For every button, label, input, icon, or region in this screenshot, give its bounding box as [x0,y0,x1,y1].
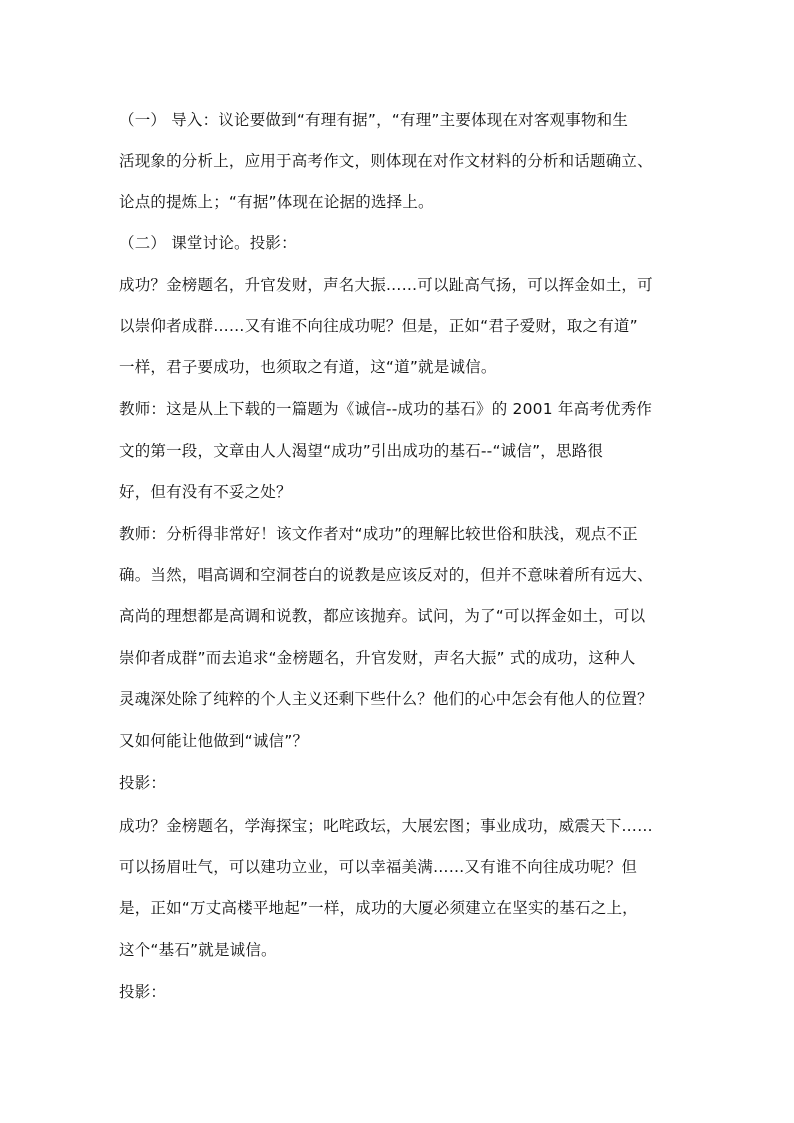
text-line: 崇仰者成群”而去追求“金榜题名，升官发财，声名大振” 式的成功，这种人 [119,649,636,667]
text-line: 教师：这是从上下载的一篇题为《诚信--成功的基石》的 2001 年高考优秀作 [119,400,653,418]
text-line: 是，正如“万丈高楼平地起”一样，成功的大厦必须建立在坚实的基石之上， [119,899,638,917]
text-line: 论点的提炼上；“有据”体现在论据的选择上。 [119,193,434,211]
text-line: 可以扬眉吐气，可以建功立业，可以幸福美满……又有谁不向往成功呢？但 [119,858,638,876]
text-line: 高尚的理想都是高调和说教，都应该抛弃。试问，为了“可以挥金如土，可以 [119,607,646,625]
text-line: 这个“基石”就是诚信。 [119,941,277,959]
text-line: 以崇仰者成群……又有谁不向往成功呢？但是，正如“君子爱财，取之有道” [119,317,638,335]
text-line: 好，但有没有不妥之处？ [119,483,292,501]
text-line: 文的第一段，文章由人人渴望“成功”引出成功的基石--“诚信”，思路很 [119,442,604,460]
text-line: 成功？金榜题名，学海探宝；叱咤政坛，大展宏图；事业成功，威震天下…… [119,817,653,835]
text-line: （二） 课堂讨论。投影： [119,234,297,252]
text-line: 又如何能让他做到“诚信”？ [119,732,309,750]
text-line: 投影： [119,774,167,792]
text-line: 灵魂深处除了纯粹的个人主义还剩下些什么？他们的心中怎会有他人的位置？ [119,690,653,708]
text-line: 投影： [119,983,167,1001]
text-line: 教师：分析得非常好！该文作者对“成功”的理解比较世俗和肤浅，观点不正 [119,525,638,543]
text-line: 活现象的分析上，应用于高考作文，则体现在对作文材料的分析和话题确立、 [119,152,653,170]
text-line: 成功？金榜题名，升官发财，声名大振……可以趾高气扬，可以挥金如土，可 [119,276,653,294]
text-line: （一） 导入：议论要做到“有理有据”，“有理”主要体现在对客观事物和生 [119,111,629,129]
text-line: 一样，君子要成功，也须取之有道，这“道”就是诚信。 [119,358,497,376]
text-line: 确。当然，唱高调和空洞苍白的说教是应该反对的，但并不意味着所有远大、 [119,566,653,584]
